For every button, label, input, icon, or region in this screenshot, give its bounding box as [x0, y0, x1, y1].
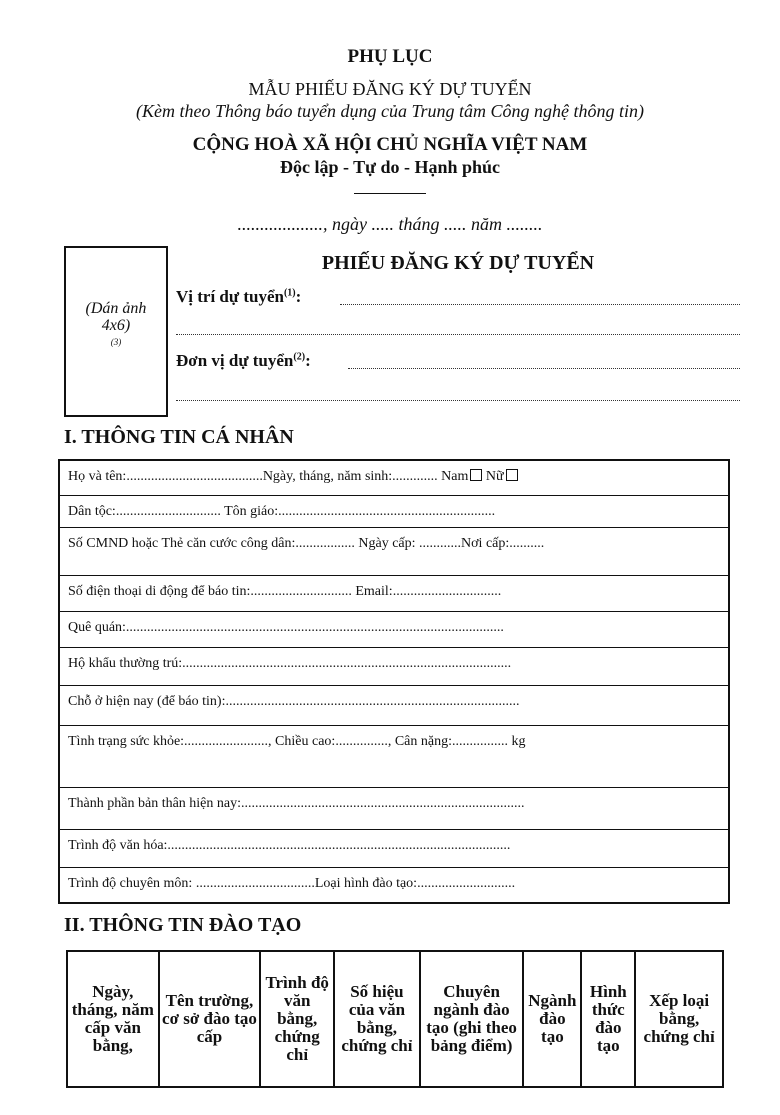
row-education-level[interactable]: Trình độ văn hóa:.................................................................................................. [60, 830, 728, 868]
row-permanent-address[interactable]: Hộ khẩu thường trú:.............................................................................................. [60, 648, 728, 686]
section-training-title: II. THÔNG TIN ĐÀO TẠO [64, 914, 302, 936]
training-table [66, 950, 724, 1088]
photo-note: (3) [110, 337, 122, 347]
row-professional-level[interactable]: Trình độ chuyên môn: ..................................Loại hình đào tạo:............................ [68, 876, 516, 891]
col-degree-number: Số hiệu của văn bằng, chứng chỉ [334, 951, 420, 1087]
form-title: MẪU PHIẾU ĐĂNG KÝ DỰ TUYỂN [248, 79, 532, 99]
col-degree-level: Trình độ văn bằng, chứng chỉ [260, 951, 334, 1087]
col-grade: Xếp loại bằng, chứng chỉ [635, 951, 723, 1087]
position-label: Vị trí dự tuyển$^{(1)}$: [176, 287, 302, 306]
training-table-header [67, 951, 723, 1087]
unit-field-line2[interactable] [176, 400, 740, 401]
col-issue-date: Ngày, tháng, năm cấp văn bằng, [67, 951, 159, 1087]
appendix-title: PHỤ LỤC [347, 46, 433, 67]
position-field-line2[interactable] [176, 334, 740, 335]
col-training-form: Hình thức đào tạo [581, 951, 635, 1087]
photo-placeholder [64, 246, 168, 417]
female-checkbox[interactable] [506, 469, 518, 481]
row-phone-email[interactable]: Số điện thoại di động để báo tin:............................. Email:............................... [60, 576, 728, 612]
date-line: ..................., ngày ..... tháng ..... năm ........ [237, 214, 543, 234]
motto-divider [354, 193, 426, 194]
section-personal-title: I. THÔNG TIN CÁ NHÂN [64, 426, 294, 448]
row-name-birth-gender[interactable]: Họ và tên:.......................................Ngày, tháng, năm sinh:............. Nam Nữ [60, 461, 728, 496]
row-current-address[interactable]: Chỗ ở hiện nay (để báo tin):.................................................................................... [60, 686, 728, 726]
row-health[interactable]: Tình trạng sức khỏe:........................, Chiều cao:..............., Cân nặng:................ kg [60, 726, 728, 788]
row-hometown[interactable]: Quê quán:............................................................................................................ [60, 612, 728, 648]
position-field[interactable] [340, 304, 740, 305]
photo-label-line1: (Dán ảnh [85, 300, 147, 317]
registration-title: PHIẾU ĐĂNG KÝ DỰ TUYỂN [321, 252, 595, 274]
personal-info-box [58, 459, 730, 904]
attached-note: (Kèm theo Thông báo tuyển dụng của Trung tâm Công nghệ thông tin) [136, 101, 644, 121]
row-personal-status[interactable]: Thành phần bản thân hiện nay:................................................................................. [60, 788, 728, 830]
col-institution: Tên trường, cơ sở đào tạo cấp [159, 951, 261, 1087]
col-specialization: Chuyên ngành đào tạo (ghi theo bảng điểm) [420, 951, 524, 1087]
col-major: Ngành đào tạo [523, 951, 581, 1087]
country-name: CỘNG HOÀ XÃ HỘI CHỦ NGHĨA VIỆT NAM [192, 134, 588, 155]
photo-label-line2: 4x6) [101, 317, 131, 334]
national-motto: Độc lập - Tự do - Hạnh phúc [279, 157, 501, 177]
male-checkbox[interactable] [470, 469, 482, 481]
unit-label: Đơn vị dự tuyển$^{(2)}$: [176, 351, 311, 370]
unit-field[interactable] [348, 368, 740, 369]
row-id-card[interactable]: Số CMND hoặc Thẻ căn cước công dân:................. Ngày cấp: ............Nơi cấp:.......... [60, 528, 728, 576]
row-ethnicity-religion[interactable]: Dân tộc:.............................. Tôn giáo:.............................................................. [60, 496, 728, 528]
